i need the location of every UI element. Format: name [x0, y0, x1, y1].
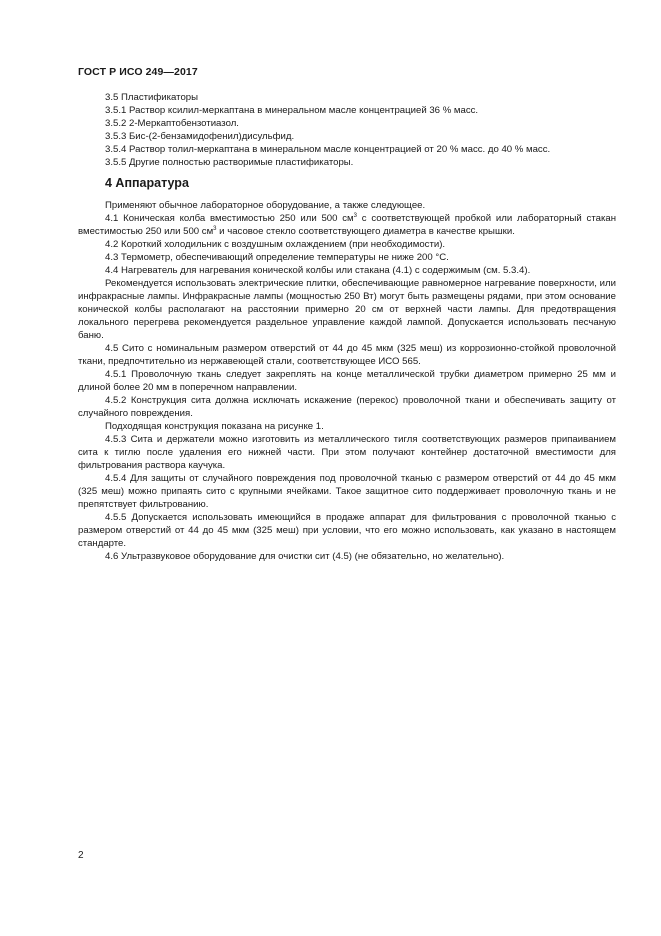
clause-4-5-3: 4.5.3 Сита и держатели можно изготовить из металлического тигля соответствующих размеров припаиванием сита к тиглю после удаления его нижней части. При этом получают контейнер достаточной вместимости для фильтрования раствора каучука.: [78, 434, 616, 471]
clause-3-5-4: 3.5.4 Раствор толил-меркаптана в минеральном масле концентрацией от 20 % масс. до 40 % масс.: [105, 144, 551, 155]
page-number: 2: [78, 850, 84, 861]
clause-4-5: 4.5 Сито с номинальным размером отверстий от 44 до 45 мкм (325 меш) из коррозионно-стойкой проволочной ткани, предпочтительно из нержавеющей стали, соответствующее ИСО 565.: [78, 343, 616, 367]
clause-4-3: 4.3 Термометр, обеспечивающий определение температуры не ниже 200 °С.: [105, 252, 449, 263]
clause-4-1-superscript-2: 3: [213, 226, 217, 232]
clause-3-5-1: 3.5.1 Раствор ксилил-меркаптана в минеральном масле концентрацией 36 % масс.: [105, 105, 479, 116]
section-4-title: 4 Аппаратура: [105, 176, 189, 190]
clause-4-4-recommendation: Рекомендуется использовать электрические плитки, обеспечивающие равномерное нагревание поверхности, или инфракрасные лампы. Инфракрасные лампы (мощностью 250 Вт) могут быть размещены рядами, при этом основание конической колбы располагают на расстоянии примерно 20 см от верхней части лампы. Для предотвращения локального перегрева рекомендуется раздельное управление каждой лампой. Допускается использовать песчаную баню.: [78, 278, 616, 341]
clause-3-5-3: 3.5.3 Бис-(2-бензамидофенил)дисульфид.: [105, 131, 295, 142]
clause-4-4: 4.4 Нагреватель для нагревания конической колбы или стакана (4.1) с содержимым (см. 5.3.4).: [105, 265, 531, 276]
clause-4-1-text-a: 4.1 Коническая колба вместимостью 250 или 500 см: [105, 213, 354, 224]
clause-4-1-text-b: с соответствующей пробкой или лабораторный стакан вместимостью 250 или 500 см: [78, 213, 616, 237]
clause-4-5-4: 4.5.4 Для защиты от случайного повреждения под проволочной тканью с размером отверстий от 44 до 45 мкм (325 меш) можно припаять сито с крупными ячейками. Такое защитное сито поддерживает проволочную ткань и не препятствует фильтрованию.: [78, 473, 616, 510]
clause-4-1-superscript-1: 3: [353, 213, 357, 219]
document-header: ГОСТ Р ИСО 249—2017: [78, 66, 198, 78]
document-body: [78, 91, 616, 563]
clause-4-5-2: 4.5.2 Конструкция сита должна исключать искажение (перекос) проволочной ткани и обеспечивать защиту от случайного повреждения.: [78, 395, 616, 419]
section-4-intro: Применяют обычное лабораторное оборудование, а также следующее.: [105, 200, 426, 211]
clause-4-6: 4.6 Ультразвуковое оборудование для очистки сит (4.5) (не обязательно, но желательно).: [105, 551, 505, 562]
clause-4-1-text-c: и часовое стекло соответствующего диаметра в качестве крышки.: [216, 226, 515, 237]
clause-4-2: 4.2 Короткий холодильник с воздушным охлаждением (при необходимости).: [105, 239, 446, 250]
clause-3-5-5: 3.5.5 Другие полностью растворимые пластификаторы.: [105, 157, 354, 168]
clause-4-5-1: 4.5.1 Проволочную ткань следует закреплять на конце металлической трубки диаметром примерно 25 мм и длиной более 20 мм в поперечном направлении.: [78, 369, 616, 393]
figure-reference: Подходящая конструкция показана на рисунке 1.: [105, 421, 324, 432]
clause-4-5-5: 4.5.5 Допускается использовать имеющийся в продаже аппарат для фильтрования с проволочной тканью с размером отверстий от 44 до 45 мкм (325 меш) при условии, что его можно использовать, как указано в настоящем стандарте.: [78, 512, 616, 549]
clause-4-1: [78, 212, 616, 238]
clause-3-5-2: 3.5.2 2-Меркаптобензотиазол.: [105, 118, 239, 129]
clause-3-5: 3.5 Пластификаторы: [105, 92, 199, 103]
